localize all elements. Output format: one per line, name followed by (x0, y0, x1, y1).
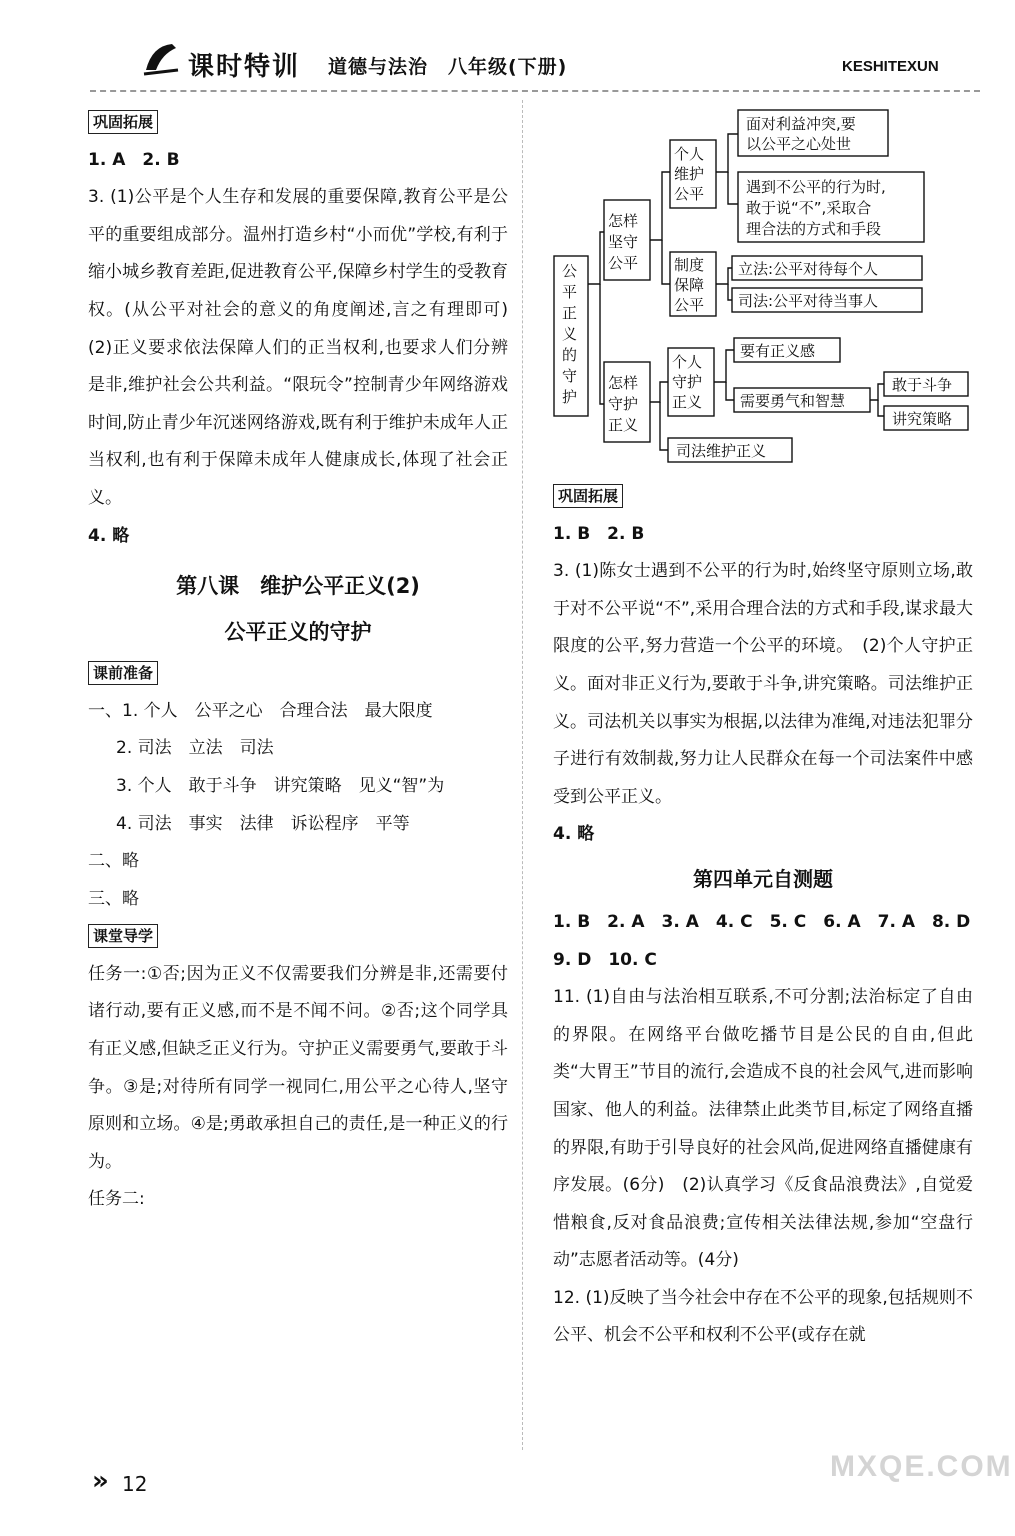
svg-text:守: 守 (562, 367, 578, 385)
svg-text:个人: 个人 (674, 145, 705, 163)
svg-text:制度: 制度 (674, 256, 705, 274)
svg-text:护: 护 (562, 388, 578, 406)
svg-text:守护: 守护 (608, 395, 639, 413)
section-tag-consolidate: 巩固拓展 (88, 110, 158, 134)
answer-line: 4. 略 (88, 525, 130, 546)
answer-paragraph: 3. (1)陈女士遇到不公平的行为时,始终坚守原则立场,敢于对不公平说“不”,采用合理合法的方式和手段,谋求最大限度的公平,努力营造一个公平的环境。 (2)个人守护正义。面对非正义行为,要敢于斗争,讲究策略。司法维护正义。司法机关以事实为根据,以法律为准绳,对违法犯罪分子进行有效制裁,努力让人民群众在每一个司法案件中感受到公平正义。 (553, 561, 973, 807)
section-tag-preview: 课前准备 (88, 661, 158, 685)
brand-pinyin: KESHITEXUN (842, 58, 939, 75)
answer-paragraph: 3. (1)公平是个人生存和发展的重要保障,教育公平是公平的重要组成部分。温州打造乡村“小而优”学校,有利于缩小城乡教育差距,促进教育公平,保障乡村学生的受教育权。(从公平对社会的意义的角度阐述,言之有理即可) (2)正义要求依法保障人们的正当权利,也要求人们分辨是非,维护社会公共利益。“限玩令”控制青少年网络游戏时间,防止青少年沉迷网络游戏,既有利于维护未成年人正当权利,也有利于保障未成年人健康成长,体现了社会正义。 (88, 187, 525, 508)
answer-line: 3. 个人 敢于斗争 讲究策略 见义“智”为 (116, 775, 445, 796)
svg-text:公平: 公平 (674, 296, 705, 314)
svg-text:的: 的 (562, 346, 578, 364)
svg-text:讲究策略: 讲究策略 (892, 410, 953, 428)
lesson-title: 第八课 维护公平正义(2) (176, 574, 420, 599)
svg-text:司法:公平对待当事人: 司法:公平对待当事人 (738, 292, 879, 310)
svg-text:公: 公 (562, 262, 578, 280)
double-chevron-icon: » (92, 1466, 109, 1496)
left-column (88, 104, 525, 1219)
svg-text:立法:公平对待每个人: 立法:公平对待每个人 (738, 260, 879, 278)
answer-line: 一、1. 个人 公平之心 合理合法 最大限度 (88, 700, 433, 721)
page-number: 12 (122, 1472, 148, 1496)
answer-line: 4. 略 (553, 824, 595, 845)
section-tag-classroom: 课堂导学 (88, 924, 158, 948)
svg-text:守护: 守护 (672, 373, 703, 391)
answer-line: 1. B 2. A 3. A 4. C 5. C 6. A 7. A 8. D (553, 911, 971, 932)
section-tag-consolidate: 巩固拓展 (553, 484, 623, 508)
root-node-label (562, 262, 577, 406)
svg-text:义: 义 (562, 325, 578, 343)
unit-test-title: 第四单元自测题 (693, 866, 833, 891)
task-two: 任务二: (88, 1189, 145, 1210)
svg-text:理合法的方式和手段: 理合法的方式和手段 (746, 220, 882, 238)
svg-text:要有正义感: 要有正义感 (740, 342, 816, 360)
svg-text:司法维护正义: 司法维护正义 (676, 442, 767, 460)
svg-text:正义: 正义 (608, 416, 639, 434)
svg-text:坚守: 坚守 (608, 233, 639, 251)
svg-text:公平: 公平 (608, 254, 639, 272)
svg-text:正义: 正义 (672, 393, 703, 411)
watermark: MXQE.COM (830, 1450, 1013, 1483)
brand-logo-text: 课时特训 (188, 52, 301, 82)
svg-text:需要勇气和智慧: 需要勇气和智慧 (740, 392, 846, 410)
subject-title: 道德与法治 八年级(下册) (328, 56, 568, 78)
svg-text:个人: 个人 (672, 353, 703, 371)
answer-line: 9. D 10. C (553, 949, 657, 970)
answer-line: 二、略 (88, 851, 139, 872)
answer-line: 1. A 2. B (88, 149, 180, 170)
svg-text:维护: 维护 (674, 165, 705, 183)
answer-line: 1. B 2. B (553, 523, 645, 544)
lesson-subtitle: 公平正义的守护 (224, 620, 372, 645)
task-one: 任务一:①否;因为正义不仅需要我们分辨是非,还需要付诸行动,要有正义感,而不是不闻不问。②否;这个同学具有正义感,但缺乏正义行为。守护正义需要勇气,要敢于斗争。③是;对待所有同学一视同仁,用公平之心待人,坚守原则和立场。④是;勇敢承担自己的责任,是一种正义的行为。 (88, 963, 508, 1172)
answer-line: 三、略 (88, 888, 139, 909)
svg-text:面对利益冲突,要: 面对利益冲突,要 (746, 115, 856, 133)
answer-paragraph: 11. (1)自由与法治相互联系,不可分割;法治标定了自由的界限。在网络平台做吃播节目是公民的自由,但此类“大胃王”节目的流行,会造成不良的社会风气,进而影响国家、他人的利益。法律禁止此类节目,标定了网络直播的界限,有助于引导良好的社会风尚,促进网络直播健康有序发展。(6分) (2)认真学习《反食品浪费法》,自觉爱惜粮食,反对食品浪费;宣传相关法律法规,参加“空盘行动”志愿者活动等。(4分) (553, 987, 973, 1271)
svg-text:保障: 保障 (674, 276, 705, 294)
svg-text:平: 平 (562, 283, 578, 301)
svg-text:怎样: 怎样 (608, 374, 639, 392)
answer-paragraph: 12. (1)反映了当今社会中存在不公平的现象,包括规则不公平、机会不公平和权利不公平(或存在就 (553, 1287, 973, 1346)
pen-logo-icon (142, 40, 182, 78)
page-header (0, 0, 1015, 95)
svg-text:遇到不公平的行为时,: 遇到不公平的行为时, (746, 178, 886, 196)
header-divider (90, 90, 980, 92)
mind-map-diagram (550, 104, 990, 474)
svg-text:公平: 公平 (674, 185, 705, 203)
svg-text:敢于说“不”,采取合: 敢于说“不”,采取合 (746, 199, 872, 217)
svg-text:敢于斗争: 敢于斗争 (892, 376, 953, 394)
svg-text:怎样: 怎样 (608, 212, 639, 230)
svg-text:以公平之心处世: 以公平之心处世 (746, 135, 852, 153)
right-column (553, 478, 973, 1355)
svg-text:正: 正 (562, 304, 578, 322)
answer-line: 2. 司法 立法 司法 (116, 738, 274, 759)
answer-line: 4. 司法 事实 法律 诉讼程序 平等 (116, 813, 410, 834)
